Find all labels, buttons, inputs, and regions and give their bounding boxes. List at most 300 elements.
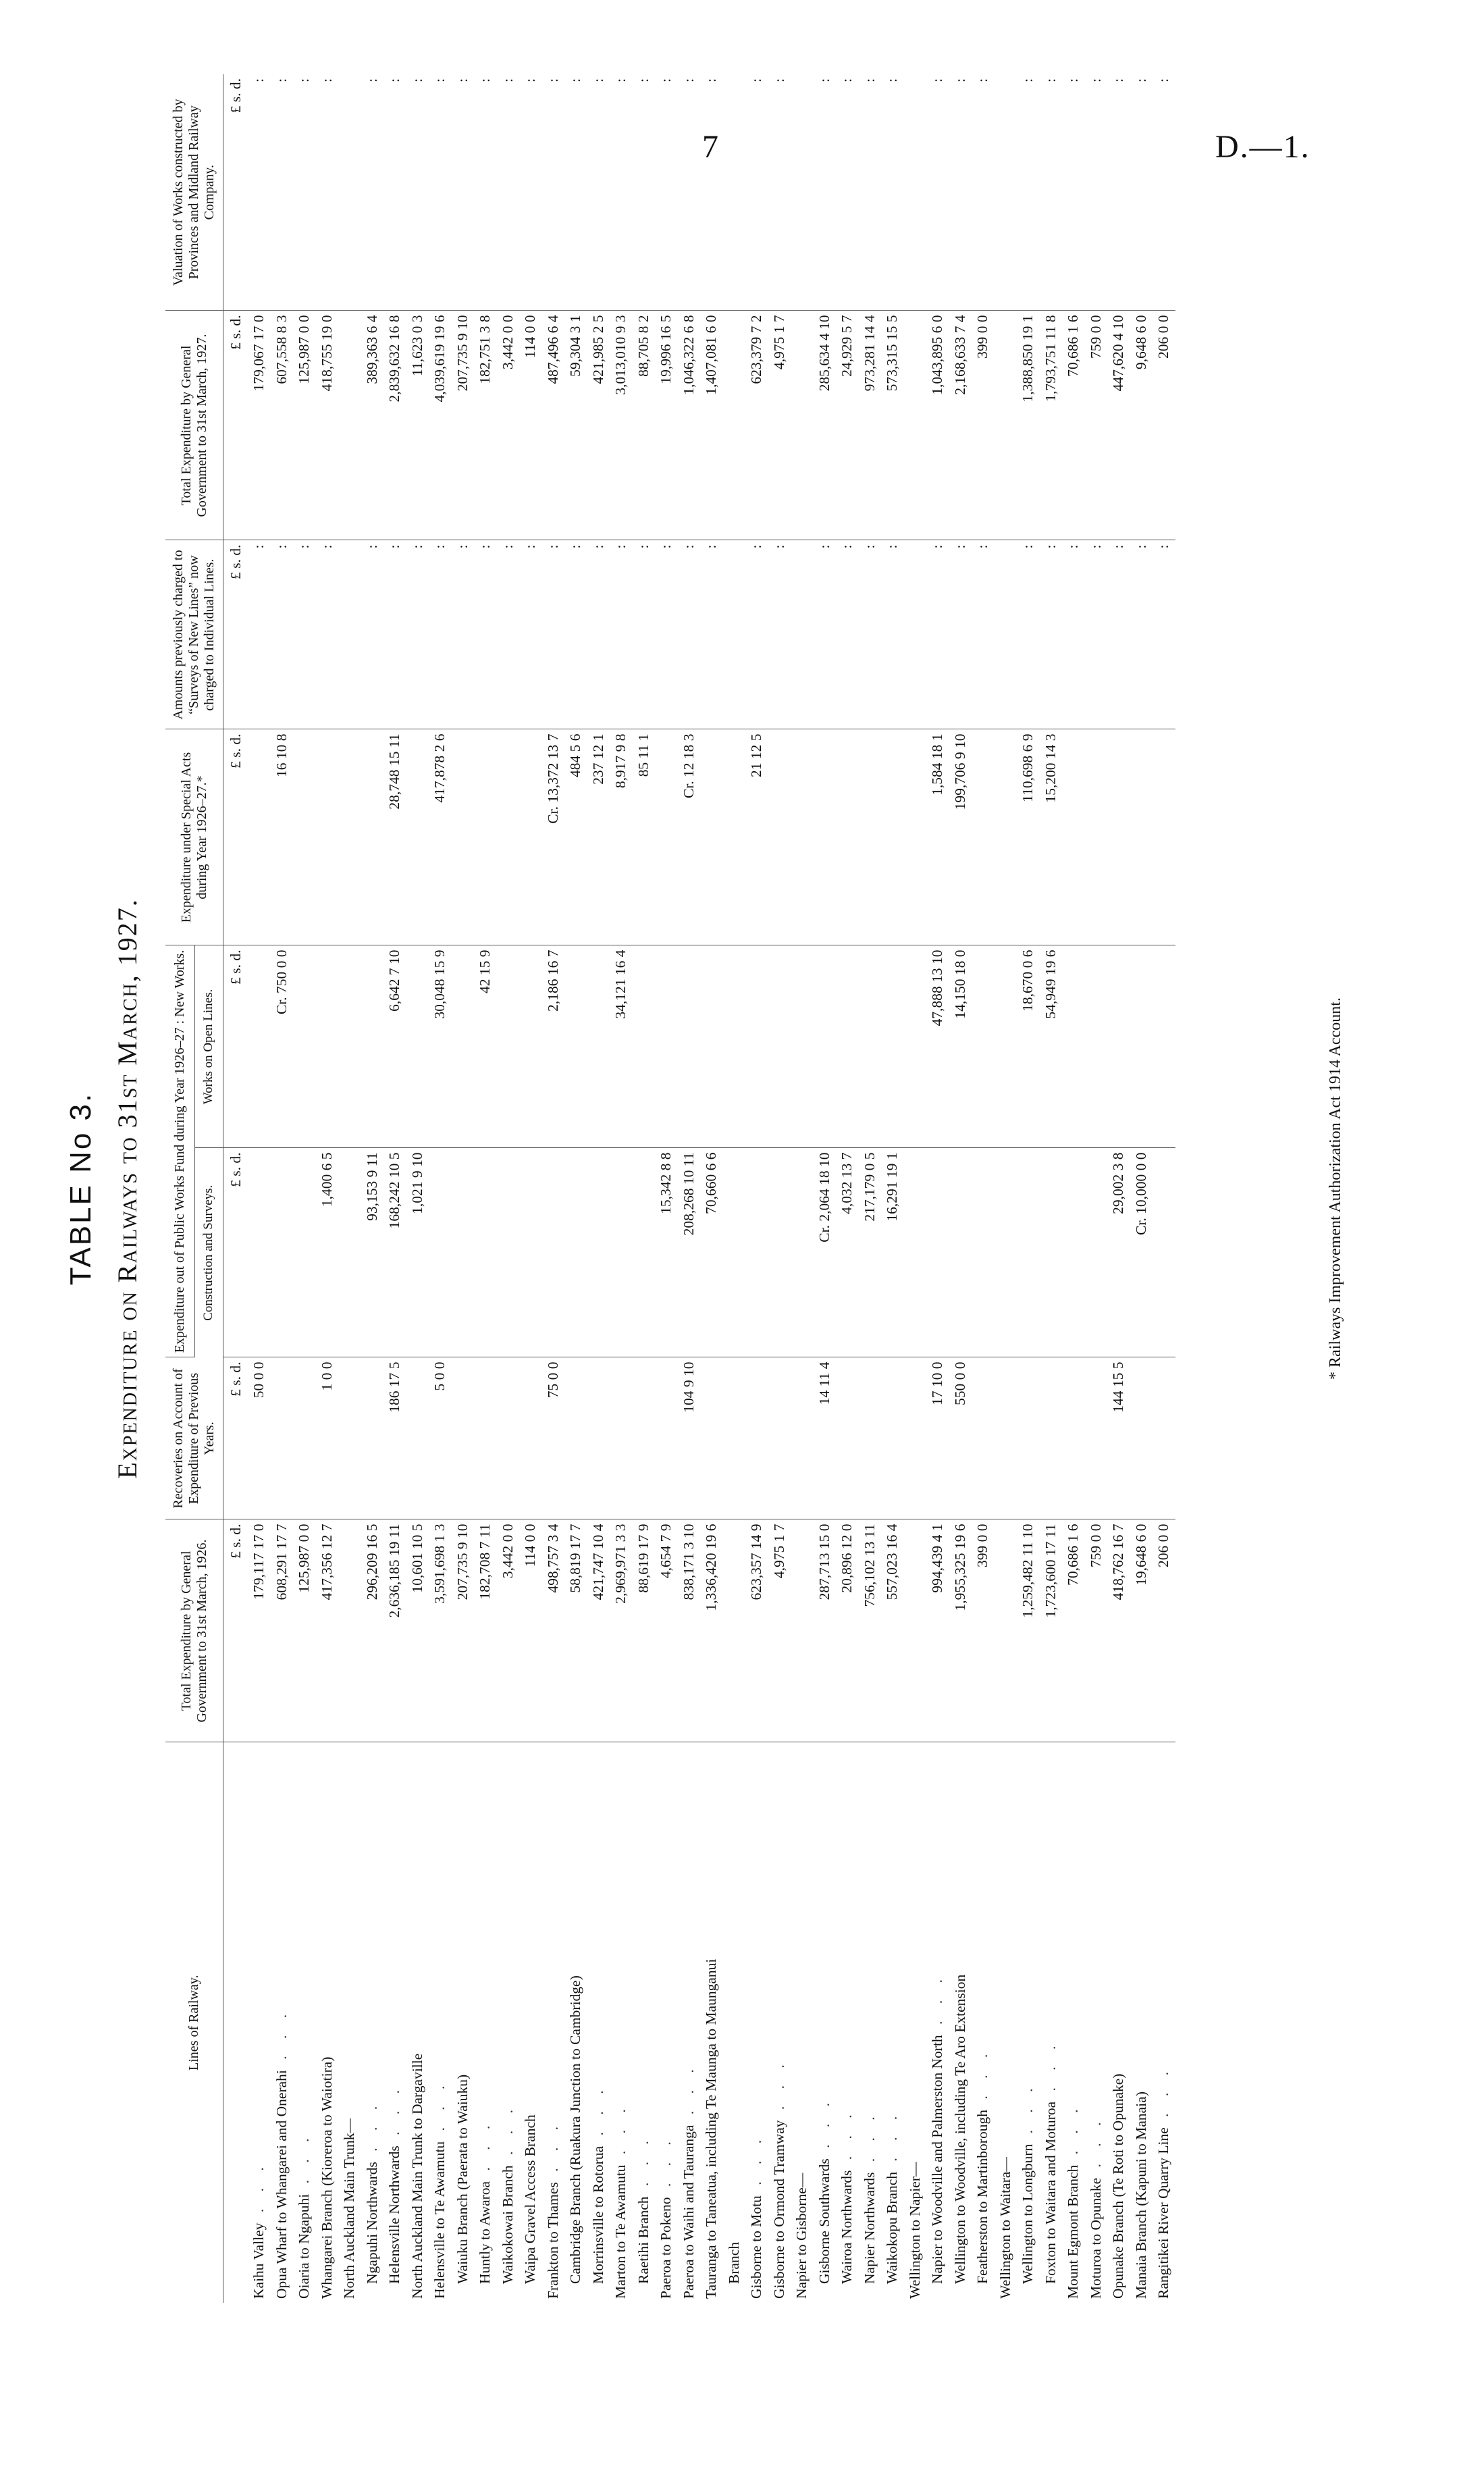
railway-line-label: Huntly to Awaroa [477,2181,494,2284]
cell-rec [1152,1357,1175,1519]
cell-sp: 85 11 1 [633,729,656,945]
table-row [633,74,656,2303]
cell-val: : [859,74,882,311]
table-row [678,74,701,2303]
cell-t27: 607,558 8 3 [271,311,294,540]
railway-line-name [452,1742,475,2303]
cell-con [1017,1148,1040,1357]
cell-con [768,1148,791,1357]
cell-t26: 125,987 0 0 [293,1519,316,1742]
cell-val: : [610,74,633,311]
expenditure-table [165,74,1175,2303]
railway-line-label: Tauranga to Taneatua, including Te Maunga to Maunganui [703,1958,720,2299]
table-row [1152,74,1175,2303]
table-row [271,74,294,2303]
railway-line-name [700,1742,723,2303]
cell-t26: 417,356 12 7 [316,1519,339,1742]
railway-line-label: Raetihi Branch [635,2196,652,2284]
cell-t27: 9,648 6 0 [1130,311,1153,540]
cell-sp [836,729,859,945]
cell-t26: 498,757 3 4 [542,1519,565,1742]
cell-val: : [1152,74,1175,311]
railway-line-label: Wellington to Napier— [906,2162,923,2299]
cell-open [723,945,746,1148]
cell-con [474,1148,497,1357]
cell-val: : [949,74,972,311]
cell-sp [452,729,475,945]
cell-open [1107,945,1130,1148]
cell-val: : [564,74,587,311]
railway-line-name [564,1742,587,2303]
cell-amt: : [474,540,497,729]
cell-con [610,1148,633,1357]
cell-t27 [995,311,1017,540]
cell-con: 15,342 8 8 [655,1148,678,1357]
railway-line-label: Moturoa to Opunake [1087,2177,1104,2299]
cell-t27: 59,304 3 1 [564,311,587,540]
railway-line-name [271,1742,294,2303]
railway-line-name [859,1742,882,2303]
leader-dots: . . . [748,2133,765,2196]
railway-line-label: Frankton to Thames [544,2182,561,2299]
railway-line-label: Branch [725,2241,742,2284]
cell-con [1040,1148,1063,1357]
leader-dots: . . . [839,2108,855,2170]
leader-dots: . . . [974,2047,991,2110]
cell-open [859,945,882,1148]
cell-val: : [474,74,497,311]
railway-line-name [972,1742,995,2303]
header-valuation: Valuation of Works constructed by Provinces and Midland Railway Company. [165,74,223,311]
cell-con [452,1148,475,1357]
cell-con [745,1148,768,1357]
document-reference: D.—1. [1215,129,1310,165]
unit-label: £ s. d. [223,74,248,311]
cell-con [248,1148,271,1357]
cell-rec [610,1357,633,1519]
leader-dots: . . . [250,2160,267,2223]
cell-t26: 296,209 16 5 [361,1519,384,1742]
leader-dots: . . . [1042,2039,1059,2102]
cell-rec [271,1357,294,1519]
cell-t26: 838,171 3 10 [678,1519,701,1742]
unit-label: £ s. d. [223,1357,248,1519]
cell-t27: 11,623 0 3 [406,311,429,540]
cell-t26 [338,1519,361,1742]
railway-line-name [361,1742,384,2303]
cell-open [564,945,587,1148]
railway-line-name [497,1742,520,2303]
cell-t26: 287,713 15 0 [814,1519,837,1742]
table-row [474,74,497,2303]
railway-line-label: Oiaria to Ngapuhi [296,2193,313,2299]
cell-val: : [271,74,294,311]
cell-sp: Cr. 13,372 13 7 [542,729,565,945]
leader-dots: . . . [499,2103,516,2166]
railway-line-label: Helensville Northwards [386,2145,403,2284]
cell-open: Cr. 750 0 0 [271,945,294,1148]
cell-rec: 550 0 0 [949,1357,972,1519]
cell-open [768,945,791,1148]
cell-rec [474,1357,497,1519]
header-total-1926: Total Expenditure by General Government to 31st March, 1926. [165,1519,223,1742]
cell-t27: 421,985 2 5 [587,311,610,540]
railway-line-label: Waikokowai Branch [499,2165,516,2284]
cell-t27: 759 0 0 [1085,311,1108,540]
railway-line-name [519,1742,542,2303]
cell-val: : [678,74,701,311]
cell-rec [904,1357,927,1519]
cell-rec [1040,1357,1063,1519]
leader-dots: . . . [1019,2081,1036,2144]
unit-label: £ s. d. [223,1148,248,1357]
cell-sp: Cr. 12 18 3 [678,729,701,945]
cell-t26: 20,896 12 0 [836,1519,859,1742]
cell-val: : [1040,74,1063,311]
cell-val: : [745,74,768,311]
table-row [1062,74,1085,2303]
leader-dots: . . . [861,2110,878,2172]
cell-t27: 389,363 6 4 [361,311,384,540]
header-special-acts: Expenditure under Special Acts during Year 1926–27.* [165,729,223,945]
cell-open [836,945,859,1148]
railway-line-name [429,1742,452,2303]
cell-t26: 399 0 0 [972,1519,995,1742]
cell-rec: 144 15 5 [1107,1357,1130,1519]
cell-val: : [633,74,656,311]
leader-dots: . . . [589,2083,606,2146]
table-row [1130,74,1153,2303]
cell-val [338,74,361,311]
table-row [406,74,429,2303]
railway-line-name [474,1742,497,2303]
railway-line-name [1130,1742,1153,2303]
cell-val: : [814,74,837,311]
cell-t26: 58,819 17 7 [564,1519,587,1742]
railway-line-name [745,1742,768,2303]
cell-sp [1152,729,1175,945]
cell-t27: 207,735 9 10 [452,311,475,540]
cell-t27: 1,388,850 19 1 [1017,311,1040,540]
cell-t26: 421,747 10 4 [587,1519,610,1742]
table-row [293,74,316,2303]
cell-con [1085,1148,1108,1357]
cell-sp [338,729,361,945]
table-row [723,74,746,2303]
cell-open [338,945,361,1148]
cell-t26: 756,102 13 11 [859,1519,882,1742]
cell-t26: 19,648 6 0 [1130,1519,1153,1742]
table-row [1017,74,1040,2303]
cell-val: : [700,74,723,311]
cell-t27: 88,705 8 2 [633,311,656,540]
cell-con [542,1148,565,1357]
cell-val: : [293,74,316,311]
header-lines: Lines of Railway. [165,1742,223,2303]
leader-dots: . . . [884,2109,901,2172]
railway-line-label: Wellington to Waitara— [997,2157,1013,2299]
cell-con: 168,242 10 5 [383,1148,406,1357]
railway-line-label: Kaihu Valley [250,2222,267,2299]
cell-val: : [587,74,610,311]
cell-sp [995,729,1017,945]
cell-con [723,1148,746,1357]
leader-dots: . . . [544,2119,561,2183]
cell-amt: : [1085,540,1108,729]
cell-rec [587,1357,610,1519]
cell-t27: 3,013,010 9 3 [610,311,633,540]
cell-val: : [1062,74,1085,311]
cell-open [316,945,339,1148]
cell-t26: 2,636,185 19 11 [383,1519,406,1742]
cell-amt: : [1107,540,1130,729]
cell-con [429,1148,452,1357]
cell-con: Cr. 10,000 0 0 [1130,1148,1153,1357]
cell-sp [1130,729,1153,945]
leader-dots: . . . [1155,2065,1172,2128]
table-row [429,74,452,2303]
railway-line-name [836,1742,859,2303]
cell-amt: : [1152,540,1175,729]
table-row [655,74,678,2303]
cell-t26: 759 0 0 [1085,1519,1108,1742]
cell-rec: 1 0 0 [316,1357,339,1519]
cell-sp: 15,200 14 3 [1040,729,1063,945]
cell-val: : [881,74,904,311]
cell-con [949,1148,972,1357]
cell-sp [248,729,271,945]
cell-t27: 114 0 0 [519,311,542,540]
cell-val: : [361,74,384,311]
cell-sp [293,729,316,945]
cell-open [1085,945,1108,1148]
cell-t27: 573,315 15 5 [881,311,904,540]
cell-amt: : [1062,540,1085,729]
table-row [361,74,384,2303]
table-row [542,74,565,2303]
unit-label: £ s. d. [223,945,248,1148]
railway-line-label: Manaia Branch (Kapuni to Manaia) [1132,2091,1149,2299]
leader-dots: . . . [273,2007,290,2071]
cell-amt: : [1040,540,1063,729]
cell-rec [655,1357,678,1519]
cell-con [338,1148,361,1357]
railway-line-label: Wellington to Woodville, including Te Aro Extension [951,1974,968,2284]
cell-t26 [791,1519,814,1742]
cell-amt: : [406,540,429,729]
table-row [995,74,1017,2303]
cell-t27: 285,634 4 10 [814,311,837,540]
table-row [587,74,610,2303]
railway-line-label: Napier Northwards [861,2172,878,2284]
cell-amt: : [316,540,339,729]
cell-t26: 2,969,971 3 3 [610,1519,633,1742]
cell-t27: 1,793,751 11 8 [1040,311,1063,540]
table-row [745,74,768,2303]
cell-rec [406,1357,429,1519]
cell-amt: : [881,540,904,729]
units-row [223,74,248,2303]
table-row [972,74,995,2303]
leader-dots: . . . [296,2131,313,2194]
cell-amt: : [1130,540,1153,729]
cell-amt: : [497,540,520,729]
cell-t26: 206 0 0 [1152,1519,1175,1742]
unit-label: £ s. d. [223,729,248,945]
cell-t26 [904,1519,927,1742]
cell-open: 34,121 16 4 [610,945,633,1148]
cell-t27: 182,751 3 8 [474,311,497,540]
table-row [859,74,882,2303]
cell-amt: : [1017,540,1040,729]
cell-val: : [1107,74,1130,311]
cell-open [361,945,384,1148]
railway-line-label: North Auckland Main Trunk— [341,2118,358,2299]
cell-val: : [383,74,406,311]
cell-t26: 4,975 1 7 [768,1519,791,1742]
header-open-lines: Works on Open Lines. [194,945,223,1148]
cell-t26: 994,439 4 1 [926,1519,949,1742]
cell-t26: 3,591,698 1 3 [429,1519,452,1742]
cell-amt: : [745,540,768,729]
cell-t26: 608,291 17 7 [271,1519,294,1742]
cell-t26: 1,259,482 11 10 [1017,1519,1040,1742]
cell-open: 18,670 0 6 [1017,945,1040,1148]
railway-line-label: Napier to Woodville and Palmerston North [929,2035,946,2284]
cell-open [814,945,837,1148]
cell-amt: : [859,540,882,729]
unit-label: £ s. d. [223,540,248,729]
cell-sp [814,729,837,945]
railway-line-label: Gisborne Southwards [816,2158,832,2284]
cell-amt: : [926,540,949,729]
railway-line-label: Marton to Te Awamutu [612,2164,629,2299]
railway-line-label: Whangarei Branch (Kioreroa to Waiotira) [318,2056,335,2299]
leader-dots: . . . [431,2079,448,2141]
cell-sp: 484 5 6 [564,729,587,945]
cell-sp [1085,729,1108,945]
cell-t26: 1,336,420 19 6 [700,1519,723,1742]
table-body [223,74,1175,2303]
cell-val: : [429,74,452,311]
cell-val: : [1017,74,1040,311]
cell-t27: 24,929 5 7 [836,311,859,540]
cell-con [587,1148,610,1357]
cell-rec [723,1357,746,1519]
cell-sp [497,729,520,945]
header-construction: Construction and Surveys. [194,1148,223,1357]
cell-sp: 28,748 15 11 [383,729,406,945]
cell-con: 29,002 3 8 [1107,1148,1130,1357]
cell-amt: : [678,540,701,729]
cell-open [881,945,904,1148]
cell-val [791,74,814,311]
cell-amt: : [836,540,859,729]
cell-val [723,74,746,311]
cell-amt: : [949,540,972,729]
cell-rec [972,1357,995,1519]
cell-con [926,1148,949,1357]
cell-rec [497,1357,520,1519]
railway-line-name [1107,1742,1130,2303]
table-row [791,74,814,2303]
cell-val: : [497,74,520,311]
cell-amt: : [768,540,791,729]
cell-amt: : [655,540,678,729]
cell-val [995,74,1017,311]
railway-line-name [610,1742,633,2303]
cell-val: : [836,74,859,311]
cell-t26: 557,023 16 4 [881,1519,904,1742]
cell-t27: 623,379 7 2 [745,311,768,540]
cell-open: 42 15 9 [474,945,497,1148]
table-row [564,74,587,2303]
leader-dots: . . . [635,2134,652,2197]
railway-line-name [1062,1742,1085,2303]
leader-dots: . . . [612,2102,629,2165]
cell-rec: 50 0 0 [248,1357,271,1519]
cell-con [293,1148,316,1357]
cell-open [519,945,542,1148]
cell-open [406,945,429,1148]
cell-open [995,945,1017,1148]
railway-line-name [383,1742,406,2303]
cell-rec: 17 10 0 [926,1357,949,1519]
cell-sp [972,729,995,945]
rotated-table-block [64,74,1367,2303]
cell-sp: 417,878 2 6 [429,729,452,945]
cell-amt: : [361,540,384,729]
table-row [814,74,837,2303]
cell-t26: 207,735 9 10 [452,1519,475,1742]
cell-sp [519,729,542,945]
cell-open: 14,150 18 0 [949,945,972,1148]
cell-sp [768,729,791,945]
table-row [338,74,361,2303]
cell-t26: 4,654 7 9 [655,1519,678,1742]
cell-t27: 125,987 0 0 [293,311,316,540]
railway-line-label: Napier to Gisborne— [793,2172,810,2299]
railway-line-name [542,1742,565,2303]
cell-con: 4,032 13 7 [836,1148,859,1357]
header-amounts-surveys: Amounts previously charged to “Surveys of New Lines” now charged to Individual Lines. [165,540,223,729]
railway-line-name [1017,1742,1040,2303]
cell-t27: 418,755 19 0 [316,311,339,540]
cell-con: 208,268 10 11 [678,1148,701,1357]
cell-sp [904,729,927,945]
cell-val: : [1085,74,1108,311]
cell-t27: 1,046,322 6 8 [678,311,701,540]
railway-line-label: Opunake Branch (Te Roti to Opunake) [1110,2073,1127,2299]
cell-t27: 70,686 1 6 [1062,311,1085,540]
cell-sp [406,729,429,945]
cell-t27: 4,039,619 19 6 [429,311,452,540]
cell-open [904,945,927,1148]
railway-line-label: Gisborne to Motu [748,2195,765,2299]
table-row [768,74,791,2303]
leader-dots: . . . [680,2062,697,2125]
cell-t27 [904,311,927,540]
cell-con [564,1148,587,1357]
cell-open [972,945,995,1148]
header-total-1927: Total Expenditure by General Government to 31st March, 1927. [165,311,223,540]
cell-val: : [542,74,565,311]
cell-rec: 75 0 0 [542,1357,565,1519]
railway-line-name [723,1742,746,2303]
cell-t27: 179,067 17 0 [248,311,271,540]
railway-line-label: Waipa Gravel Access Branch [522,2114,539,2284]
cell-t27: 206 0 0 [1152,311,1175,540]
